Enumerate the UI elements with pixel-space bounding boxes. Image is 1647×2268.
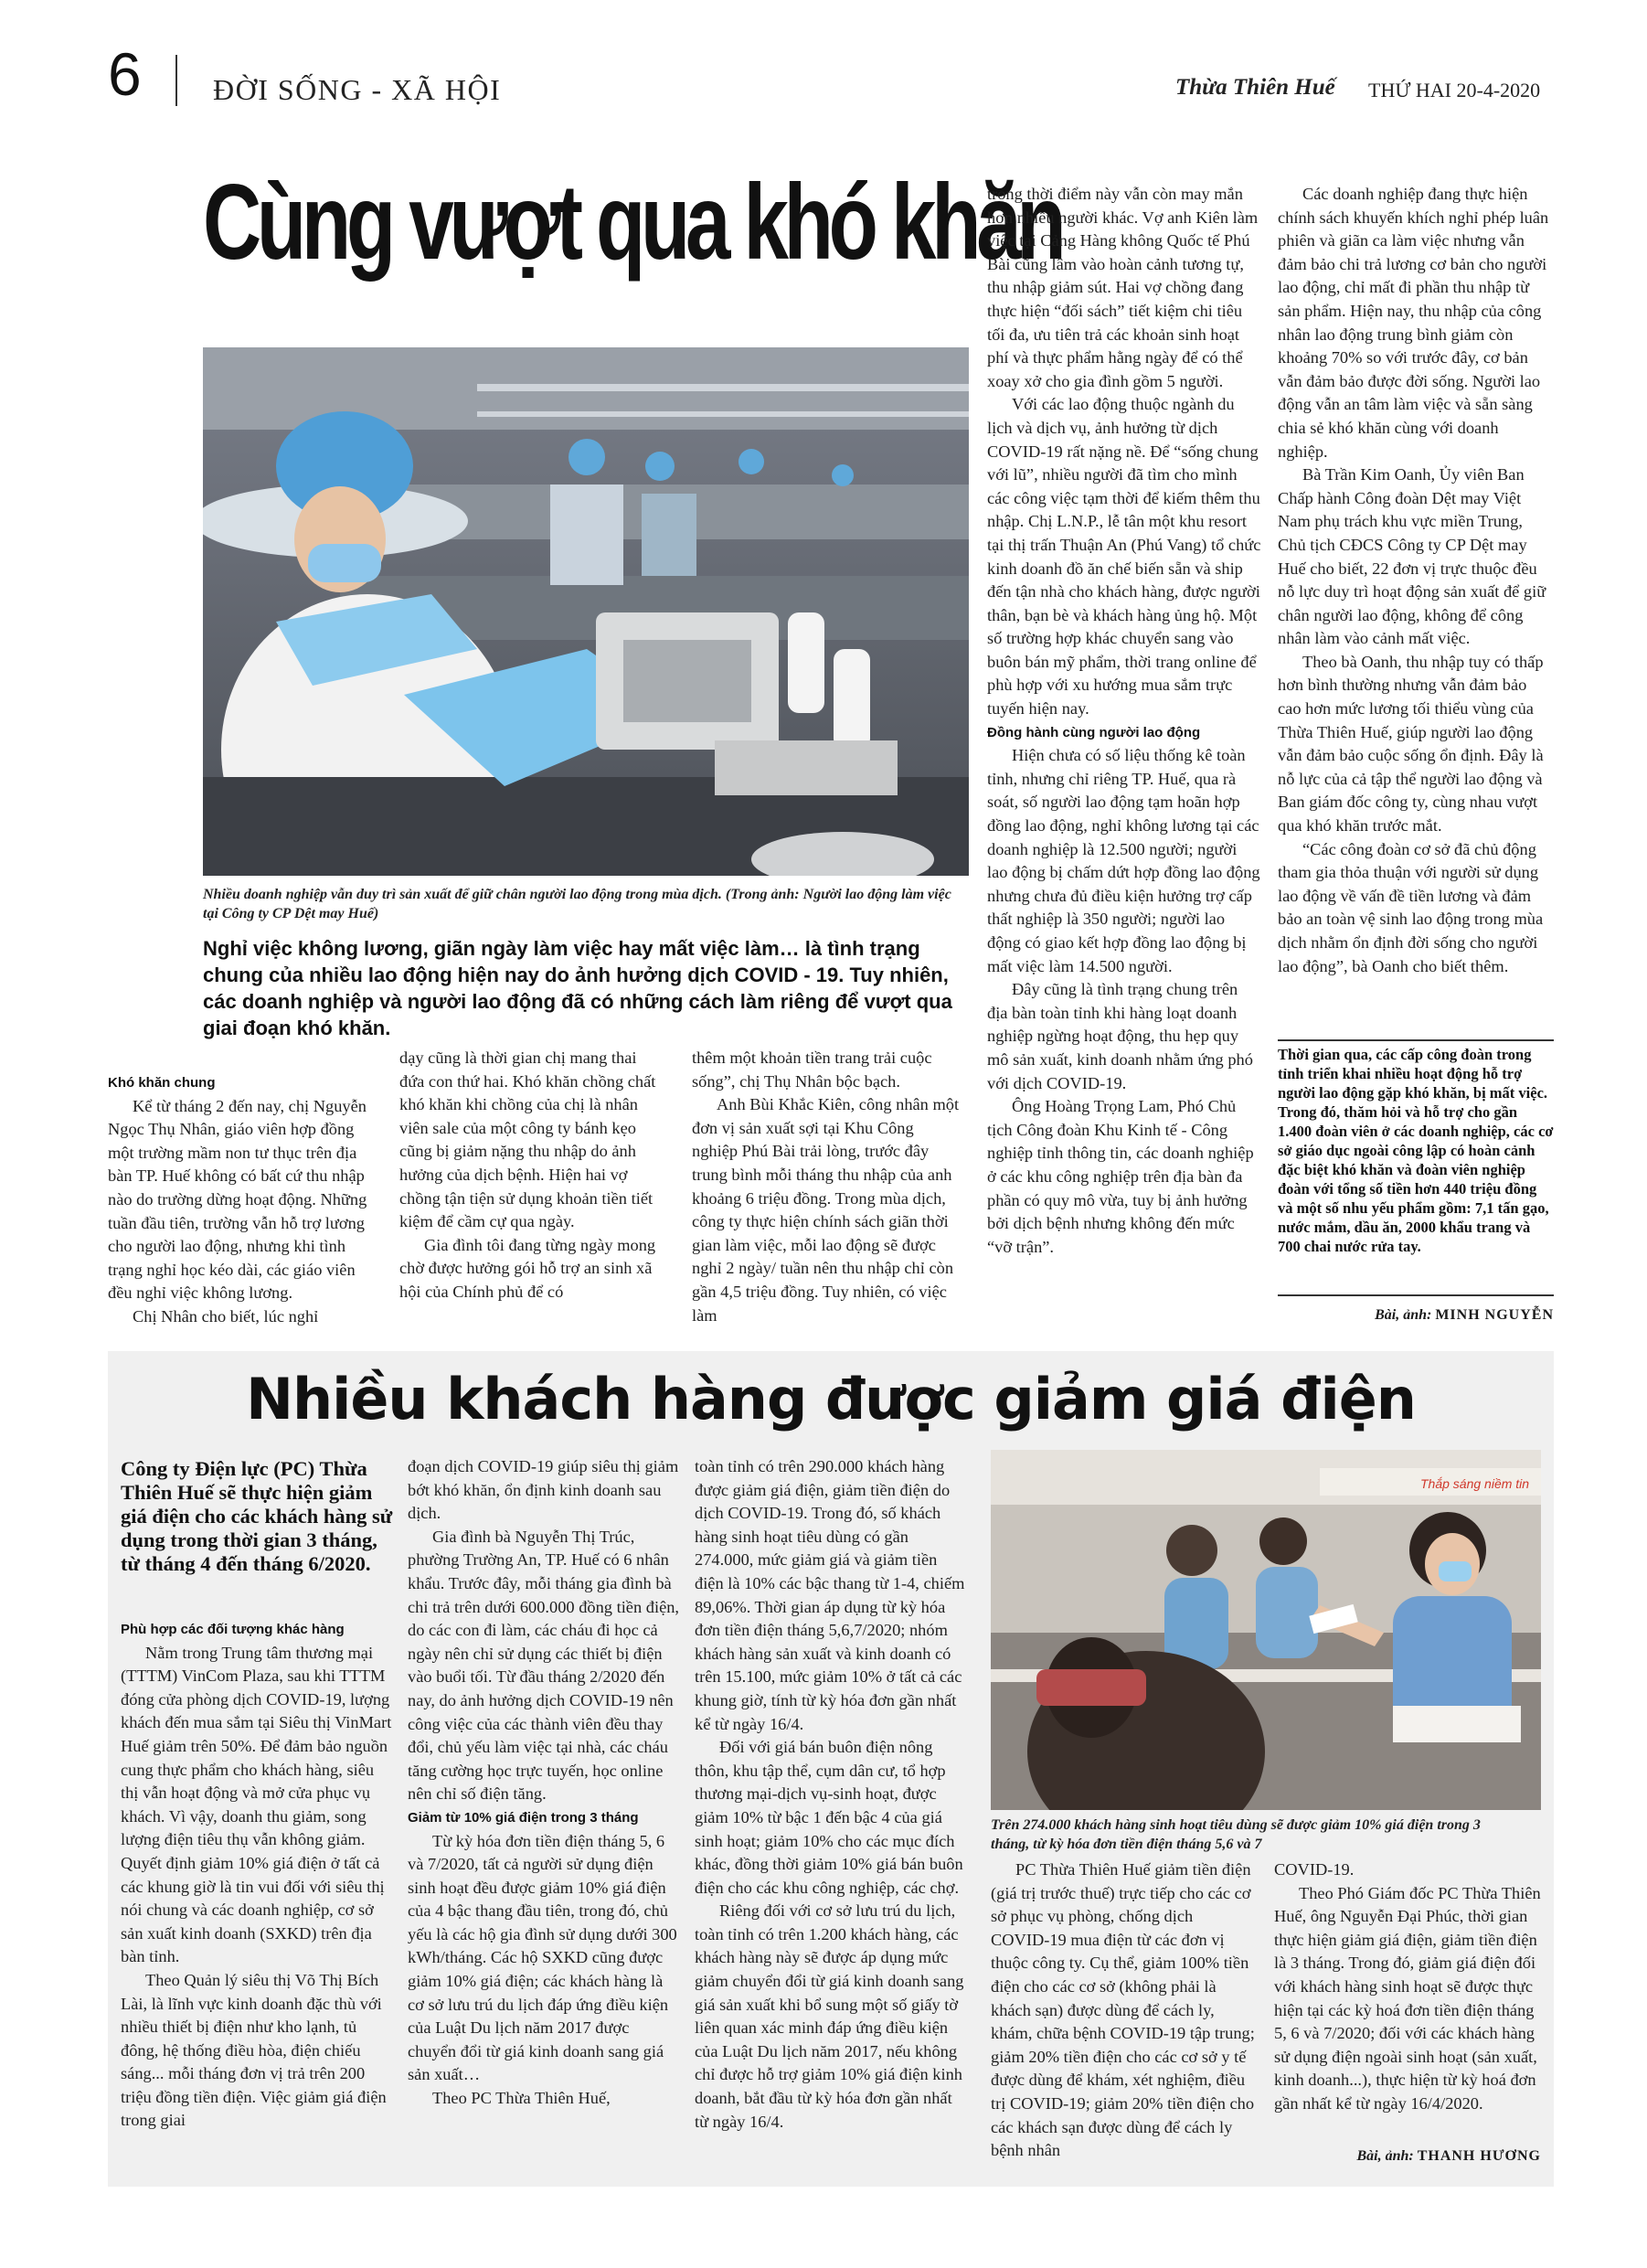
section-title: ĐỜI SỐNG - XÃ HỘI	[213, 73, 502, 106]
article-1-column-4	[987, 183, 1261, 1336]
paragraph: Đây cũng là tình trạng chung trên địa bàn toàn tỉnh khi hàng loạt doanh nghiệp ngừng hoạt động, thu hẹp quy mô sản xuất, kinh doanh nhằm ứng phó với dịch COVID-19.	[987, 980, 1253, 1092]
article-2-column-4	[991, 1858, 1256, 2185]
paragraph: Với các lao động thuộc ngành du lịch và dịch vụ, ảnh hưởng từ dịch COVID-19 rất nặng nề. Để “sống chung với lũ”, nhiều người đã tìm cho mình các công việc tạm thời để kiếm thêm thu nhập. Chị L.N.P., lễ tân một khu resort tại thị trấn Thuận An (Phú Vang) tổ chức kinh doanh đồ ăn chế biến sẵn và ship đến tận nhà cho khách hàng, được người thân, bạn bè và khách hàng ủng hộ. Một số trường hợp khác chuyển sang vào buôn bán mỹ phẩm, thời trang online để phù hợp với xu hướng mua sắm trực tuyến hiện nay.	[987, 395, 1261, 719]
article-2-byline	[1274, 2148, 1541, 2165]
article-2-subhead-1: Phù hợp các đối tượng khác hàng	[121, 1622, 345, 1637]
paragraph: Chị Nhân cho biết, lúc nghỉ	[133, 1306, 319, 1326]
article-1-photo	[203, 347, 969, 876]
paragraph: Từ kỳ hóa đơn tiền điện tháng 5, 6 và 7/2020, tất cả người sử dụng điện sinh hoạt đều được giảm 10% giá điện của 4 bậc thang đầu tiên, trong đó, chủ yếu là các hộ gia đình sử dụng dưới 300 kWh/tháng. Các hộ SXKD cũng được giảm 10% giá điện; các khách hàng là cơ sở lưu trú du lịch đáp ứng điều kiện của Luật Du lịch năm 2017 được chuyển đổi từ giá kinh doanh sang giá sản xuất…	[408, 1831, 677, 2084]
paragraph: Theo Quản lý siêu thị Võ Thị Bích Lài, là lĩnh vực kinh doanh đặc thù với nhiều thiết bị điện như kho lạnh, tủ đông, hệ thống điều hòa, điện chiếu sáng... mỗi tháng đơn vị trả trên 200 triệu đồng tiền điện. Việc giảm giá điện trong giai	[121, 1970, 387, 2130]
article-1-column-3	[692, 1047, 962, 1336]
page-number: 6	[108, 40, 142, 108]
paragraph: Ông Hoàng Trọng Lam, Phó Chủ tịch Công đoàn Khu Kinh tế - Công nghiệp tỉnh thông tin, các doanh nghiệp ở các khu công nghiệp trên địa bàn đa phần có quy mô vừa, tuy bị ảnh hưởng bởi dịch bệnh nhưng không đến mức “vỡ trận”.	[987, 1097, 1254, 1256]
article-1-column-1	[108, 1071, 368, 1336]
article-1-subhead-2: Đồng hành cùng người lao động	[987, 724, 1201, 740]
paragraph: Hiện chưa có số liệu thống kê toàn tỉnh, nhưng chỉ riêng TP. Huế, qua rà soát, số người lao động tạm hoãn hợp đồng lao động, nghỉ không lương tại các doanh nghiệp là 12.500 người; người lao động bị chấm dứt hợp đồng lao động nhưng chưa đủ điều kiện hưởng trợ cấp thất nghiệp là 350 người; người lao động có giao kết hợp đồng lao động bị mất việc làm 14.500 người.	[987, 746, 1260, 975]
article-2-column-1	[121, 1618, 395, 2185]
article-1-column-2	[399, 1047, 664, 1336]
paragraph: Theo PC Thừa Thiên Huế,	[432, 2089, 611, 2108]
article-2	[108, 1351, 1554, 2187]
paragraph: dạy cũng là thời gian chị mang thai đứa con thứ hai. Khó khăn chồng chất khó khăn khi chồng của chị là nhân viên sale của một công ty bánh kẹo cũng bị giảm nặng thu nhập do ảnh hưởng của dịch bệnh. Hiện hai vợ chồng tận tiện sử dụng khoản tiền tiết kiệm để cầm cự qua ngày.	[399, 1049, 656, 1231]
article-2-photo	[991, 1450, 1541, 1810]
article-2-headline: Nhiều khách hàng được giảm giá điện	[246, 1366, 1416, 1432]
article-1-sidebar-box: Thời gian qua, các cấp công đoàn trong tỉnh triển khai nhiều hoạt động hỗ trợ người lao động gặp khó khăn, bị mất việc. Trong đó, thăm hỏi và hỗ trợ cho gần 1.400 đoàn viên ở các doanh nghiệp, các cơ sở giáo dục ngoài công lập có hoàn cảnh đặc biệt khó khăn và đoàn viên nghiệp đoàn với tổng số tiền hơn 440 triệu đồng và một số nhu yếu phẩm gồm: 7,1 tấn gạo, nước mắm, dầu ăn, 2000 khẩu trang và 700 chai nước rửa tay.	[1278, 1046, 1554, 1255]
paragraph: toàn tỉnh có trên 290.000 khách hàng được giảm giá điện, giảm tiền điện do dịch COVID-19. Trong đó, số khách hàng sinh hoạt tiêu dùng có gần 274.000, mức giảm giá và giảm tiền điện là 10% các bậc thang từ 1-4, chiếm 89,06%. Thời gian áp dụng từ kỳ hóa đơn tiền điện tháng 5,6,7/2020; nhóm khách hàng sản xuất và kinh doanh có trên 15.100, mức giảm 10% ở tất cả các khung giờ, tính từ kỳ hóa đơn gần nhất kể từ ngày 16/4.	[695, 1457, 965, 1733]
photo-sign-text: Thắp sáng niềm tin	[1420, 1476, 1530, 1491]
paragraph: Đối với giá bán buôn điện nông thôn, khu tập thể, cụm dân cư, tổ hợp thương mại-dịch vụ-sinh hoạt, được giảm 10% từ bậc 1 đến bậc 4 của giá sinh hoạt; giảm 10% cho các mục đích khác, đồng thời giảm 10% giá bán buôn điện cho các khu công nghiệp, các chợ.	[695, 1738, 963, 1897]
paragraph: Theo bà Oanh, thu nhập tuy có thấp hơn bình thường nhưng vẫn đảm bảo cao hơn mức lương tối thiểu vùng của Thừa Thiên Huế, giúp người lao động vẫn đảm bảo cuộc sống ổn định. Đây là nỗ lực của cả tập thể người lao động và Ban giám đốc công ty, cùng nhau vượt qua khó khăn trước mắt.	[1278, 652, 1544, 836]
paragraph: Theo Phó Giám đốc PC Thừa Thiên Huế, ông Nguyễn Đại Phúc, thời gian thực hiện giảm giá điện, giảm tiền điện là 3 tháng. Trong đó, giảm giá điện đối với khách hàng sinh hoạt sẽ được thực hiện tại các kỳ hoá đơn tiền điện tháng 5, 6 và 7/2020; đối với các khách hàng sử dụng điện ngoài sinh hoạt (sản xuất, kinh doanh...), thực hiện từ kỳ hoá đơn gần nhất kể từ ngày 16/4/2020.	[1274, 1883, 1541, 2113]
article-2-column-2	[408, 1455, 682, 2185]
paragraph: PC Thừa Thiên Huế giảm tiền điện (giá trị trước thuế) trực tiếp cho các cơ sở phục vụ phòng, chống dịch COVID-19 mua điện từ các đơn vị thuộc công ty. Cụ thể, giảm 100% tiền điện cho các cơ sở (không phải là khách sạn) được dùng để cách ly, khám, chữa bệnh COVID-19 tập trung; giảm 20% tiền điện cho các cơ sở y tế được dùng để khám, xét nghiệm, điều trị COVID-19; giảm 20% tiền điện cho các khách sạn được dùng để cách ly bệnh nhân	[991, 1860, 1255, 2160]
paragraph: Riêng đối với cơ sở lưu trú du lịch, toàn tỉnh có trên 1.200 khách hàng, các khách hàng này sẽ được áp dụng mức giảm chuyển đổi từ giá kinh doanh sang giá sản xuất khi bổ sung một số giấy tờ liên quan xác minh đáp ứng điều kiện của Luật Du lịch năm 2017, nếu không chỉ được hỗ trợ giảm 10% giá điện kinh doanh, bắt đầu từ kỳ hóa đơn gần nhất từ ngày 16/4.	[695, 1901, 964, 2131]
article-1-subhead-1: Khó khăn chung	[108, 1075, 216, 1091]
issue-date: THỨ HAI 20-4-2020	[1368, 79, 1541, 101]
service-counter-photo-illustration	[991, 1450, 1541, 1810]
sidebar-rule	[1278, 1039, 1554, 1041]
article-2-lead: Công ty Điện lực (PC) Thừa Thiên Huế sẽ thực hiện giảm giá điện cho các khách hàng sử dụng trong thời gian 3 tháng, từ tháng 4 đến tháng 6/2020.	[121, 1457, 393, 1575]
paragraph: trong thời điểm này vẫn còn may mắn hơn nhiều người khác. Vợ anh Kiên làm việc tại Cảng Hàng không Quốc tế Phú Bài cũng lâm vào hoàn cảnh tương tự, thu nhập giảm sút. Hai vợ chồng đang thực hiện “đối sách” tiết kiệm chi tiêu tối đa, ưu tiên trả các khoản sinh hoạt phí và thực phẩm hằng ngày để có thể xoay xở cho gia đình gồm 5 người.	[987, 185, 1259, 390]
article-1-column-5	[1278, 183, 1552, 1042]
article-1-photo-caption: Nhiều doanh nghiệp vẫn duy trì sản xuất để giữ chân người lao động trong mùa dịch. (Trong ảnh: Người lao động làm việc tại Công ty CP Dệt may Huế)	[203, 887, 951, 921]
newspaper-name: Thừa Thiên Huế	[1175, 75, 1335, 100]
paragraph: COVID-19.	[1274, 1860, 1355, 1879]
paragraph: Gia đình bà Nguyễn Thị Trúc, phường Trường An, TP. Huế có 6 nhân khẩu. Trước đây, mỗi tháng gia đình bà chi trả trên dưới 600.000 đồng tiền điện, do các con đi làm, các cháu đi học cả ngày nên chỉ sử dụng các thiết bị điện vào buổi tối. Từ đầu tháng 2/2020 đến nay, do ảnh hưởng dịch COVID-19 nên công việc của các thành viên đều thay đổi, chủ yếu làm việc tại nhà, các cháu tăng cường học trực tuyến, học online nên chỉ số điện tăng.	[408, 1527, 680, 1804]
paragraph: “Các công đoàn cơ sở đã chủ động tham gia thỏa thuận với người sử dụng lao động về vấn đề tiền lương và đảm bảo an toàn vệ sinh lao động trong mùa dịch nhằm ổn định đời sống cho người lao động”, bà Oanh cho biết thêm.	[1278, 839, 1544, 975]
paragraph: Kể từ tháng 2 đến nay, chị Nguyễn Ngọc Thụ Nhân, giáo viên hợp đồng một trường mầm non tư thục trên địa bàn TP. Huế không có bất cứ thu nhập nào do trường dừng hoạt động. Những tuần đầu tiên, trường vẫn hỗ trợ lương cho người lao động, nhưng khi tình trạng nghỉ học kéo dài, các giáo viên đều nghỉ việc không lương.	[108, 1096, 367, 1303]
article-2-photo-caption: Trên 274.000 khách hàng sinh hoạt tiêu dùng sẽ được giảm 10% giá điện trong 3 tháng, từ kỳ hóa đơn tiền điện tháng 5,6 và 7	[991, 1817, 1481, 1852]
paragraph: Các doanh nghiệp đang thực hiện chính sách khuyến khích nghỉ phép luân phiên và giãn ca làm việc nhưng vẫn đảm bảo chi trả lương cơ bản cho người lao động, chỉ mất đi phần thu nhập từ sản phẩm. Hiện nay, thu nhập của công nhân lao động trung bình giảm còn khoảng 70% so với trước đây, cơ bản vẫn đảm bảo được đời sống. Người lao động vẫn an tâm làm việc và sẵn sàng chia sẻ khó khăn cùng với doanh nghiệp.	[1278, 185, 1549, 461]
paragraph: Nằm trong Trung tâm thương mại (TTTM) VinCom Plaza, sau khi TTTM đóng cửa phòng dịch COVID-19, lượng khách đến mua sắm tại Siêu thị VinMart Huế giảm trên 50%. Để đảm bảo nguồn cung thực phẩm cho khách hàng, siêu thị vẫn hoạt động và mở cửa phục vụ khách. Vì vậy, doanh thu giảm, song lượng điện tiêu thụ vẫn không giảm. Quyết định giảm 10% giá điện ở tất cả các khung giờ là tin vui đối với siêu thị nói chung và các doanh nghiệp, cơ sở sản xuất kinh doanh (SXKD) trên địa bàn tỉnh.	[121, 1643, 392, 1966]
byline-name: THANH HƯƠNG	[1417, 2148, 1541, 2164]
article-2-column-5	[1274, 1858, 1545, 2133]
byline-label: Bài, ảnh:	[1356, 2148, 1414, 2164]
paragraph: Gia đình tôi đang từng ngày mong chờ được hưởng gói hỗ trợ an sinh xã hội của Chính phủ để có	[399, 1235, 656, 1301]
article-1-byline	[1278, 1307, 1554, 1324]
sidebar-rule-bottom	[1278, 1294, 1554, 1296]
factory-photo-illustration	[203, 347, 969, 876]
byline-name: MINH NGUYỄN	[1435, 1307, 1554, 1323]
paragraph: Bà Trần Kim Oanh, Ủy viên Ban Chấp hành Công đoàn Dệt may Việt Nam phụ trách khu vực miền Trung, Chủ tịch CĐCS Công ty CP Dệt may Huế cho biết, 22 đơn vị trực thuộc đều nỗ lực duy trì hoạt động sản xuất để giữ chân người lao động, không để công nhân làm vào cảnh mất việc.	[1278, 465, 1546, 648]
article-2-column-3	[695, 1455, 969, 2185]
paragraph: đoạn dịch COVID-19 giúp siêu thị giảm bớt khó khăn, ổn định kinh doanh sau dịch.	[408, 1457, 679, 1523]
article-1-lead: Nghỉ việc không lương, giãn ngày làm việc hay mất việc làm… là tình trạng chung của nhiều lao động hiện nay do ảnh hưởng dịch COVID - 19. Tuy nhiên, các doanh nghiệp và người lao động đã có những cách làm riêng để vượt qua giai đoạn khó khăn.	[203, 937, 952, 1039]
byline-label: Bài, ảnh:	[1375, 1307, 1432, 1323]
paragraph: thêm một khoản tiền trang trải cuộc sống”, chị Thụ Nhân bộc bạch.	[692, 1049, 932, 1091]
paragraph: Anh Bùi Khắc Kiên, công nhân một đơn vị sản xuất sợi tại Khu Công nghiệp Phú Bài trải lòng, trước đây trung bình mỗi tháng thu nhập của anh khoảng 6 triệu đồng. Trong mùa dịch, công ty thực hiện chính sách giãn thời gian làm việc, mỗi lao động sẽ được nghỉ 2 ngày/ tuần nên thu nhập chỉ còn gần 4,5 triệu đồng. Tuy nhiên, có việc làm	[692, 1095, 960, 1325]
article-2-subhead-2: Giảm từ 10% giá điện trong 3 tháng	[408, 1809, 639, 1826]
article-1-headline: Cùng vượt qua khó khăn	[203, 162, 1062, 282]
